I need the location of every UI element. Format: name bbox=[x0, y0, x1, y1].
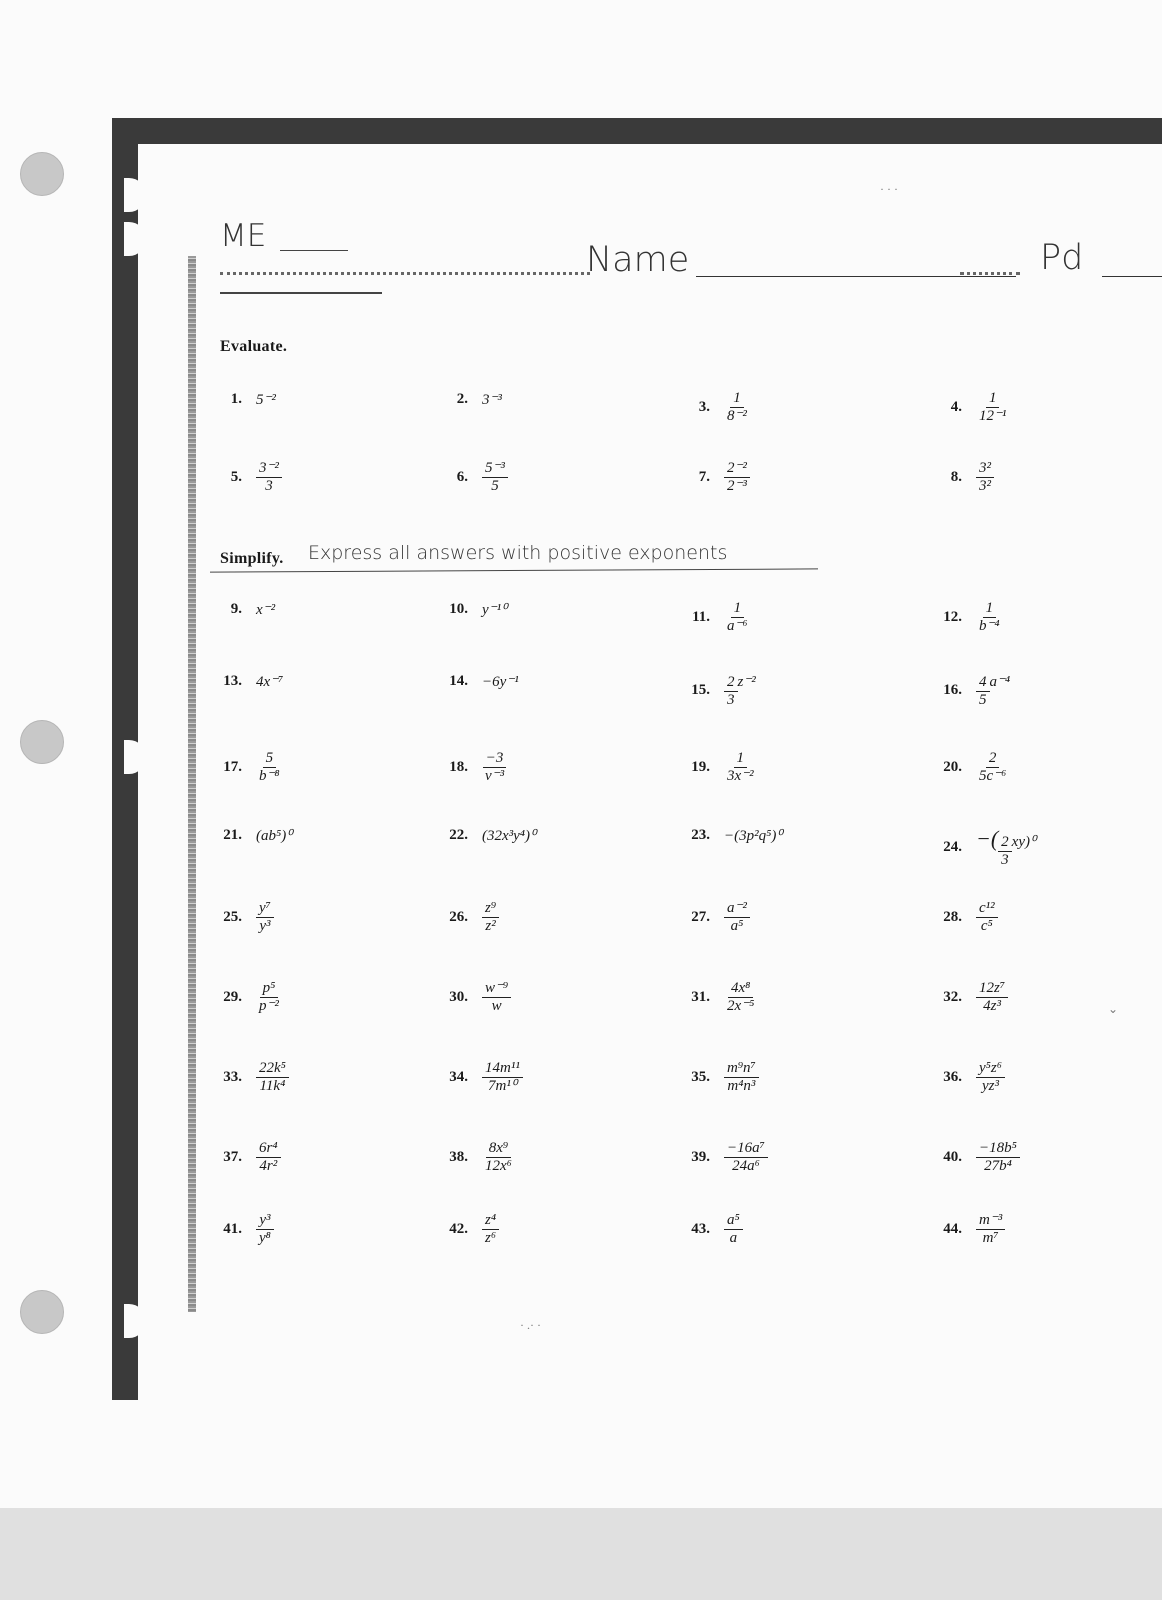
fraction-numerator: z⁴ bbox=[482, 1212, 499, 1230]
fraction-denominator: 5 bbox=[491, 478, 499, 495]
problem-number: 14. bbox=[449, 673, 468, 689]
fraction bbox=[976, 980, 1008, 1016]
problem-item bbox=[682, 1060, 759, 1096]
problem-number: 40. bbox=[943, 1149, 962, 1166]
fraction-denominator: yz³ bbox=[981, 1078, 999, 1095]
expression-suffix: z⁻² bbox=[737, 674, 756, 690]
margin-rule bbox=[188, 256, 196, 1312]
problem-expression bbox=[724, 1140, 768, 1176]
problem-expression bbox=[976, 1140, 1020, 1176]
section-title-simplify: Simplify. bbox=[220, 550, 284, 567]
fraction-numerator: 1 bbox=[730, 390, 744, 408]
problem-number: 35. bbox=[691, 1069, 710, 1086]
fraction-numerator: z⁹ bbox=[482, 900, 499, 918]
problem-expression bbox=[976, 980, 1008, 1016]
fraction bbox=[976, 750, 1009, 786]
problem-item bbox=[214, 826, 292, 845]
problem-number: 29. bbox=[223, 989, 242, 1006]
fraction-denominator: y⁸ bbox=[259, 1230, 271, 1247]
fraction-denominator: v⁻³ bbox=[485, 768, 505, 785]
problem-item bbox=[440, 980, 511, 1016]
problem-number: 34. bbox=[449, 1069, 468, 1086]
fraction-numerator: 5⁻³ bbox=[482, 460, 508, 478]
problem-item bbox=[214, 980, 282, 1016]
problem-number: 36. bbox=[943, 1069, 962, 1086]
problem-number: 28. bbox=[943, 909, 962, 926]
problem-expression: y⁻¹⁰ bbox=[482, 602, 508, 618]
fraction-denominator: 3 bbox=[1001, 852, 1009, 869]
problem-number: 25. bbox=[223, 909, 242, 926]
problem-number: 42. bbox=[449, 1221, 468, 1238]
problem-number: 26. bbox=[449, 909, 468, 926]
section-title-evaluate: Evaluate. bbox=[220, 338, 288, 355]
problem-number: 16. bbox=[943, 682, 962, 699]
scan-mark: · .· · bbox=[520, 1318, 541, 1332]
problem-item bbox=[440, 672, 519, 691]
problem-item bbox=[214, 390, 276, 409]
problem-item bbox=[934, 1140, 1020, 1176]
problem-expression bbox=[724, 390, 750, 426]
fraction bbox=[482, 460, 508, 496]
problem-number: 39. bbox=[691, 1149, 710, 1166]
problem-expression bbox=[256, 1212, 274, 1248]
period-label: Pd bbox=[1040, 238, 1084, 278]
me-label: ME bbox=[220, 218, 267, 254]
fraction bbox=[256, 980, 282, 1016]
fraction-denominator: a bbox=[729, 1230, 738, 1247]
problem-expression bbox=[256, 750, 283, 786]
fraction-denominator: 5 bbox=[979, 692, 987, 709]
fraction bbox=[256, 1212, 274, 1248]
problem-number: 15. bbox=[691, 682, 710, 699]
fraction bbox=[724, 600, 751, 636]
fraction-denominator: b⁻⁸ bbox=[259, 768, 280, 785]
problem-number: 13. bbox=[223, 673, 242, 689]
fraction bbox=[724, 750, 757, 786]
problem-item bbox=[682, 1212, 743, 1248]
problem-item bbox=[440, 750, 507, 786]
fraction-denominator: 27b⁴ bbox=[984, 1158, 1012, 1175]
fraction-numerator: 1 bbox=[731, 600, 745, 618]
fraction bbox=[724, 1060, 759, 1096]
fraction-numerator: 8x⁹ bbox=[486, 1140, 511, 1158]
fraction-numerator: m⁻³ bbox=[976, 1212, 1005, 1230]
problem-number: 41. bbox=[223, 1221, 242, 1238]
problem-number: 37. bbox=[223, 1149, 242, 1166]
expression-prefix: −( bbox=[976, 826, 999, 851]
fraction bbox=[482, 900, 499, 936]
fraction bbox=[976, 600, 1003, 636]
period-blank-line bbox=[1102, 276, 1162, 277]
problem-expression bbox=[482, 900, 499, 936]
problem-expression bbox=[256, 900, 274, 936]
problem-expression: x⁻² bbox=[256, 602, 276, 618]
problem-expression: (ab⁵)⁰ bbox=[256, 828, 293, 844]
fraction-denominator: 7m¹⁰ bbox=[487, 1078, 517, 1095]
problem-item bbox=[440, 1140, 515, 1176]
fraction-numerator: 3⁻² bbox=[256, 460, 282, 478]
fraction-denominator: y³ bbox=[259, 918, 271, 935]
problem-item bbox=[682, 390, 750, 426]
fraction bbox=[724, 390, 750, 426]
problem-number: 24. bbox=[943, 839, 962, 856]
fraction-denominator: c⁵ bbox=[980, 918, 993, 935]
problem-expression bbox=[482, 1212, 499, 1248]
fraction-denominator: 8⁻² bbox=[727, 408, 747, 425]
fraction-numerator: 2 bbox=[998, 834, 1012, 852]
problem-expression bbox=[976, 390, 1009, 426]
fraction bbox=[256, 460, 282, 496]
fraction-denominator: 3 bbox=[727, 692, 735, 709]
problem-item bbox=[440, 826, 536, 845]
fraction-numerator: 6r⁴ bbox=[256, 1140, 281, 1158]
problem-expression bbox=[482, 1140, 515, 1176]
fraction-denominator: 3x⁻² bbox=[727, 768, 754, 785]
problem-number: 18. bbox=[449, 759, 468, 776]
problem-item bbox=[440, 390, 502, 409]
fraction-numerator: y⁷ bbox=[256, 900, 274, 918]
scan-mark: · · · bbox=[880, 182, 898, 196]
fraction-numerator: −3 bbox=[483, 750, 507, 768]
fraction bbox=[976, 900, 998, 936]
problem-item bbox=[214, 1060, 289, 1096]
problem-number: 38. bbox=[449, 1149, 468, 1166]
problem-expression bbox=[724, 672, 756, 710]
problem-expression bbox=[724, 600, 751, 636]
fraction bbox=[998, 834, 1012, 870]
problem-item bbox=[934, 826, 1036, 870]
problem-item bbox=[682, 980, 757, 1016]
problem-expression bbox=[976, 1212, 1005, 1248]
problem-number: 17. bbox=[223, 759, 242, 776]
fraction bbox=[724, 900, 750, 936]
problem-item bbox=[934, 460, 994, 496]
problem-number: 31. bbox=[691, 989, 710, 1006]
problem-number: 3. bbox=[698, 399, 710, 416]
fraction-denominator: 11k⁴ bbox=[259, 1078, 286, 1095]
problem-item bbox=[214, 900, 274, 936]
fraction bbox=[724, 980, 757, 1016]
problem-expression: 3⁻³ bbox=[482, 392, 502, 408]
problem-number: 32. bbox=[943, 989, 962, 1006]
problem-item bbox=[440, 1212, 499, 1248]
problem-item bbox=[440, 900, 499, 936]
name-label: Name bbox=[586, 240, 690, 280]
problem-item bbox=[682, 1140, 768, 1176]
fraction-denominator: 12⁻¹ bbox=[979, 408, 1007, 425]
problem-item bbox=[214, 600, 275, 619]
fraction bbox=[724, 1140, 768, 1176]
problem-number: 12. bbox=[943, 609, 962, 626]
fraction-numerator: 2 bbox=[986, 750, 1000, 768]
fraction-numerator: y³ bbox=[256, 1212, 273, 1230]
problem-number: 2. bbox=[456, 391, 468, 407]
fraction bbox=[976, 1212, 1005, 1248]
problem-expression: 4x⁻⁷ bbox=[256, 674, 284, 690]
name-blank-line bbox=[696, 276, 1016, 277]
problem-number: 1. bbox=[230, 391, 242, 407]
problem-item bbox=[214, 460, 282, 496]
scan-background bbox=[0, 1508, 1162, 1600]
problem-expression bbox=[256, 1060, 289, 1096]
problem-expression bbox=[976, 672, 1010, 710]
problem-number: 30. bbox=[449, 989, 468, 1006]
fraction-denominator: p⁻² bbox=[259, 998, 279, 1015]
fraction-numerator: w⁻⁹ bbox=[482, 980, 511, 998]
fraction-denominator: b⁻⁴ bbox=[979, 618, 1000, 635]
fraction-numerator: −18b⁵ bbox=[976, 1140, 1020, 1158]
problem-expression bbox=[976, 460, 994, 496]
problem-expression: −(3p²q⁵)⁰ bbox=[724, 828, 783, 844]
problem-item bbox=[934, 672, 1010, 710]
fraction bbox=[256, 900, 274, 936]
problem-expression bbox=[724, 980, 757, 1016]
fraction-numerator: a⁵ bbox=[724, 1212, 743, 1230]
problem-item bbox=[934, 980, 1008, 1016]
problem-number: 44. bbox=[943, 1221, 962, 1238]
fraction-numerator: 5 bbox=[263, 750, 277, 768]
problem-item bbox=[214, 1212, 274, 1248]
problem-number: 43. bbox=[691, 1221, 710, 1238]
fraction-denominator: 12x⁶ bbox=[485, 1158, 512, 1175]
simplify-instruction: Express all answers with positive exponents bbox=[308, 542, 728, 564]
problem-expression bbox=[724, 900, 750, 936]
fraction-numerator: 22k⁵ bbox=[256, 1060, 289, 1078]
problem-item bbox=[682, 826, 782, 845]
fraction-numerator: 4 bbox=[976, 674, 990, 692]
problem-item bbox=[440, 460, 508, 496]
fraction-denominator: 5c⁻⁶ bbox=[979, 768, 1007, 785]
fraction-denominator: 2⁻³ bbox=[727, 478, 747, 495]
problem-number: 27. bbox=[691, 909, 710, 926]
problem-item bbox=[682, 900, 750, 936]
problem-number: 33. bbox=[223, 1069, 242, 1086]
fraction-denominator: z⁶ bbox=[485, 1230, 497, 1247]
problem-item bbox=[440, 1060, 523, 1096]
fraction-denominator: 24a⁶ bbox=[732, 1158, 760, 1175]
problem-expression bbox=[724, 1060, 759, 1096]
problem-expression bbox=[482, 750, 507, 786]
problem-expression bbox=[482, 460, 508, 496]
problem-expression bbox=[482, 1060, 523, 1096]
fraction-numerator: 1 bbox=[734, 750, 748, 768]
fraction-denominator: a⁵ bbox=[730, 918, 744, 935]
fraction-numerator: 3² bbox=[976, 460, 994, 478]
dotted-leader bbox=[960, 272, 1020, 275]
fraction-numerator: 12z⁷ bbox=[976, 980, 1008, 998]
problem-number: 10. bbox=[449, 601, 468, 617]
problem-number: 4. bbox=[950, 399, 962, 416]
binder-hole-middle bbox=[20, 720, 64, 764]
problem-item bbox=[682, 460, 750, 496]
problem-item bbox=[934, 750, 1009, 786]
expression-suffix: a⁻⁴ bbox=[989, 674, 1011, 690]
fraction-denominator: 3 bbox=[265, 478, 273, 495]
problem-number: 6. bbox=[456, 469, 468, 486]
problem-number: 19. bbox=[691, 759, 710, 776]
problem-item bbox=[682, 672, 756, 710]
problem-expression bbox=[976, 900, 998, 936]
problem-number: 22. bbox=[449, 827, 468, 843]
problem-expression bbox=[976, 826, 1036, 870]
fraction-numerator: 1 bbox=[983, 600, 997, 618]
problem-expression bbox=[256, 1140, 281, 1176]
problem-item bbox=[682, 750, 757, 786]
problem-item bbox=[934, 390, 1009, 426]
page-border-top bbox=[112, 118, 1162, 144]
problem-number: 9. bbox=[230, 601, 242, 617]
problem-item bbox=[934, 900, 998, 936]
fraction bbox=[482, 1060, 523, 1096]
fraction-denominator: m⁷ bbox=[982, 1230, 999, 1247]
problem-number: 23. bbox=[691, 827, 710, 843]
problem-item bbox=[934, 1060, 1005, 1096]
problem-number: 20. bbox=[943, 759, 962, 776]
problem-expression bbox=[976, 750, 1009, 786]
fraction-denominator: 2x⁻⁵ bbox=[727, 998, 755, 1015]
fraction-denominator: w bbox=[491, 998, 502, 1015]
fraction-numerator: y⁵z⁶ bbox=[976, 1060, 1005, 1078]
fraction bbox=[256, 1140, 281, 1176]
scan-mark: ⌄ bbox=[1108, 1002, 1119, 1016]
fraction-denominator: z² bbox=[485, 918, 496, 935]
problem-number: 5. bbox=[230, 469, 242, 486]
fraction bbox=[256, 1060, 289, 1096]
problem-expression: −6y⁻¹ bbox=[482, 674, 519, 690]
problem-item bbox=[934, 1212, 1005, 1248]
problem-expression bbox=[976, 600, 1003, 636]
problem-number: 7. bbox=[698, 469, 710, 486]
problem-item bbox=[934, 600, 1003, 636]
dotted-leader bbox=[220, 272, 590, 275]
fraction-numerator: p⁵ bbox=[260, 980, 279, 998]
fraction bbox=[482, 1212, 499, 1248]
problem-expression bbox=[976, 1060, 1005, 1096]
problem-expression bbox=[724, 460, 750, 496]
fraction bbox=[724, 460, 750, 496]
problem-number: 11. bbox=[692, 609, 710, 626]
fraction-numerator: 1 bbox=[986, 390, 1000, 408]
problem-number: 21. bbox=[223, 827, 242, 843]
problem-expression: 5⁻² bbox=[256, 392, 276, 408]
problem-expression bbox=[724, 1212, 743, 1248]
fraction-numerator: c¹² bbox=[976, 900, 998, 918]
fraction-numerator: 4x⁸ bbox=[728, 980, 753, 998]
expression-suffix: xy)⁰ bbox=[1011, 834, 1036, 850]
fraction bbox=[724, 1212, 743, 1248]
fraction bbox=[256, 750, 283, 786]
fraction bbox=[976, 1140, 1020, 1176]
fraction-numerator: 2⁻² bbox=[724, 460, 750, 478]
fraction bbox=[724, 674, 738, 710]
problem-item bbox=[214, 672, 283, 691]
fraction-denominator: 3² bbox=[979, 478, 991, 495]
problem-expression bbox=[482, 980, 511, 1016]
binder-hole-top bbox=[20, 152, 64, 196]
problem-number: 8. bbox=[950, 469, 962, 486]
fraction bbox=[976, 1060, 1005, 1096]
problem-item bbox=[214, 1140, 281, 1176]
fraction-numerator: 2 bbox=[724, 674, 738, 692]
fraction-numerator: −16a⁷ bbox=[724, 1140, 768, 1158]
fraction-denominator: 4z³ bbox=[983, 998, 1001, 1015]
fraction-numerator: 14m¹¹ bbox=[482, 1060, 523, 1078]
fraction bbox=[482, 750, 507, 786]
problem-expression bbox=[256, 980, 282, 1016]
fraction-denominator: 4r² bbox=[259, 1158, 278, 1175]
me-blank-line bbox=[280, 250, 348, 251]
fraction bbox=[976, 460, 994, 496]
fraction-numerator: m⁹n⁷ bbox=[724, 1060, 759, 1078]
problem-item bbox=[440, 600, 507, 619]
problem-expression bbox=[256, 460, 282, 496]
fraction bbox=[976, 390, 1009, 426]
fraction-numerator: a⁻² bbox=[724, 900, 750, 918]
fraction-denominator: a⁻⁶ bbox=[727, 618, 748, 635]
fraction bbox=[482, 980, 511, 1016]
fraction bbox=[482, 1140, 515, 1176]
binder-hole-bottom bbox=[20, 1290, 64, 1334]
problem-expression bbox=[724, 750, 757, 786]
fraction bbox=[976, 674, 990, 710]
me-underline bbox=[220, 292, 382, 294]
problem-item bbox=[214, 750, 283, 786]
problem-item bbox=[682, 600, 751, 636]
problem-expression: (32x³y⁴)⁰ bbox=[482, 828, 537, 844]
fraction-denominator: m⁴n³ bbox=[727, 1078, 756, 1095]
